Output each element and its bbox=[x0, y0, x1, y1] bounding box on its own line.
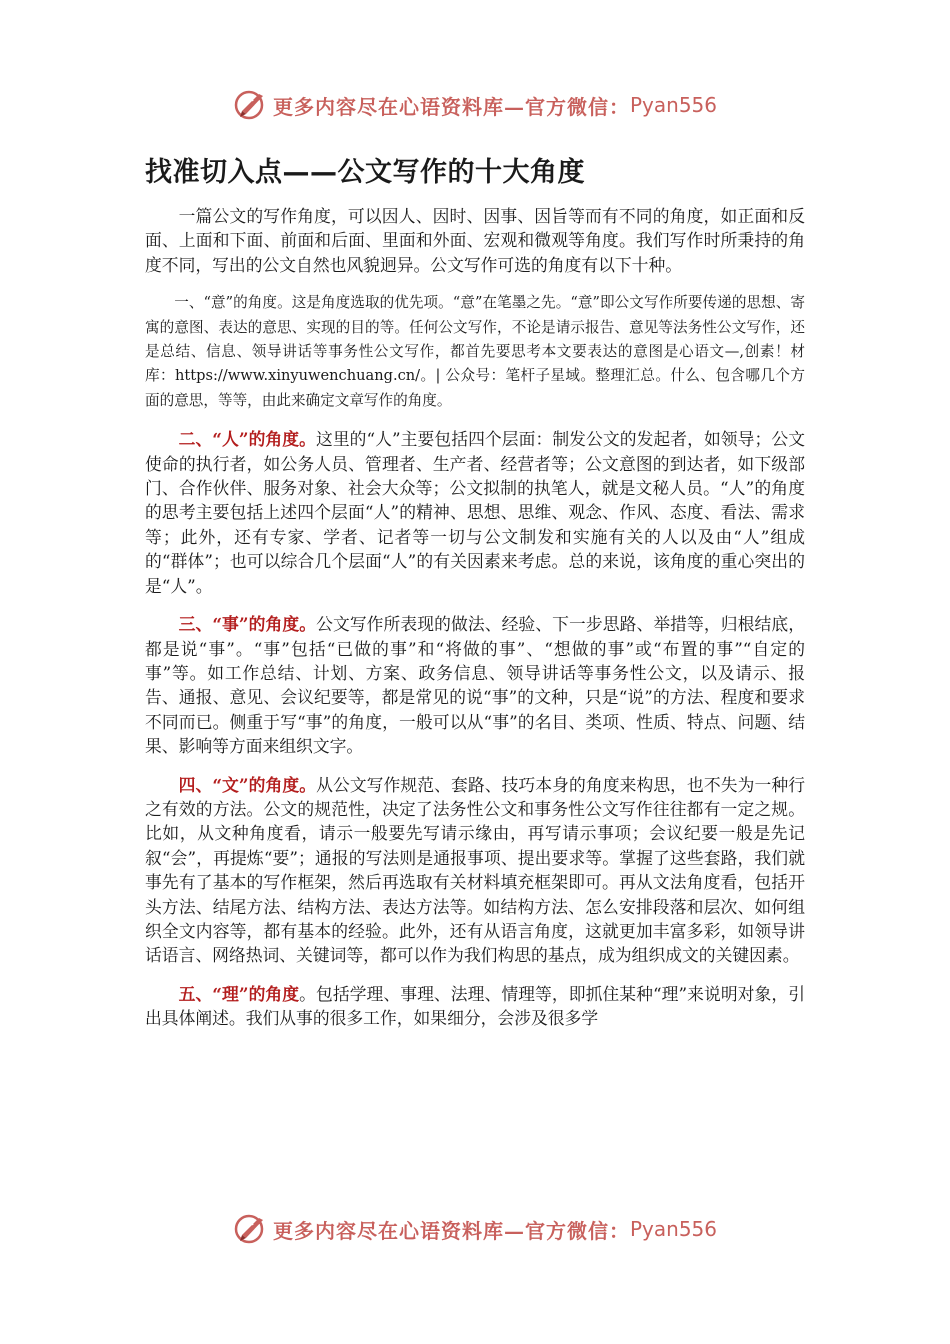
paragraph-5-heading: 五、“理”的角度 bbox=[178, 983, 300, 1004]
paragraph-2-body: 这里的“人”主要包括四个层面：制发公文的发起者，如领导；公文使命的执行者，如公务人员、管理者、生产者、经营者等；公文意图的到达者，如下级部门、合作伙伴、服务对象、社会大众等；公文拟制的执笔人，就是文秘人员。“人”的角度的思考主要包括上述四个层面“人”的精神、思想、思维、观念、作风、态度、看法、需求等；此外，还有专家、学者、记者等一切与公文制发和实施有关的人以及由“人”组成的“群体”；也可以综合几个层面“人”的有关因素来考虑。总的来说，该角度的重心突出的是“人”。 bbox=[145, 429, 805, 596]
paragraph-3 bbox=[145, 612, 805, 758]
paragraph-3-heading: 三、“事”的角度。 bbox=[178, 614, 317, 635]
banner-text: 更多内容尽在心语资料库—官方微信： bbox=[272, 94, 630, 119]
intro-paragraph: 一篇公文的写作角度，可以因人、因时、因事、因旨等而有不同的角度，如正面和反面、上面和下面、前面和后面、里面和外面、宏观和微观等角度。我们写作时所秉持的角度不同，写出的公文自然也风貌迥异。公文写作可选的角度有以下十种。 bbox=[145, 206, 805, 275]
article-body bbox=[145, 204, 805, 1045]
paragraph-5-body: 。包括学理、事理、法理、情理等，即抓住某种“理”来说明对象，引出具体阐述。我们从事的很多工作，如果细分，会涉及很多学 bbox=[145, 983, 805, 1029]
paragraph-5 bbox=[145, 982, 805, 1031]
paragraph-4-body: 从公文写作规范、套路、技巧本身的角度来构思，也不失为一种行之有效的方法。公文的规范性，决定了法务性公文和事务性公文写作往往都有一定之规。比如，从文种角度看，请示一般要先写请示缘由，再写请示事项；会议纪要一般是先记叙“会”，再提炼“要”；通报的写法则是通报事项、提出要求等。掌握了这些套路，我们就事先有了基本的写作框架，然后再选取有关材料填充框架即可。再从文法角度看，包括开头方法、结尾方法、结构方法、表达方法等。如结构方法、怎么安排段落和层次、如何组织全文内容等，都有基本的经验。此外，还有从语言角度，这就更加丰富多彩，如领导讲话语言、网络热词、关键词等，都可以作为我们构思的基点，成为组织成文的关键因素。 bbox=[145, 774, 805, 966]
banner-text: 更多内容尽在心语资料库—官方微信： bbox=[272, 1218, 630, 1243]
paragraph-2 bbox=[145, 427, 805, 598]
banner-wechat-id: Pyan556 bbox=[629, 93, 717, 117]
paragraph-2-heading: 二、“人”的角度。 bbox=[178, 429, 316, 450]
pen-logo-icon bbox=[233, 87, 269, 123]
pen-logo-icon bbox=[233, 1211, 269, 1247]
footer-banner bbox=[0, 1204, 950, 1254]
paragraph-4 bbox=[145, 773, 805, 968]
page-title: 找准切入点——公文写作的十大角度 bbox=[145, 157, 585, 188]
paragraph-3-body: 公文写作所表现的做法、经验、下一步思路、举措等，归根结底，都是说“事”。“事”包括“已做的事”和“将做的事”、“想做的事”或“布置的事”“自定的事”等。如工作总结、计划、方案、政务信息、领导讲话等事务性公文，以及请示、报告、通报、意见、会议纪要等，都是常见的说“事”的文种，只是“说”的方法、程度和要求不同而已。侧重于写“事”的角度，一般可以从“事”的名目、类项、性质、特点、问题、结果、影响等方面来组织文字。 bbox=[145, 614, 805, 757]
banner-wechat-id: Pyan556 bbox=[629, 1217, 717, 1241]
paragraph-4-heading: 四、“文”的角度。 bbox=[178, 774, 317, 795]
header-banner bbox=[0, 80, 950, 130]
paragraph-1: 一、“意”的角度。这是角度选取的优先项。“意”在笔墨之先。“意”即公文写作所要传递的思想、寄寓的意图、表达的意思、实现的目的等。任何公文写作，不论是请示报告、意见等法务性公文写作，还是总结、信息、领导讲话等事务性公文写作，都首先要思考本文要表达的意图是心语文—,创素！材库：https://www.xinyuwenchuang.cn/。| 公众号：笔杆子星域。整理汇总。什么、包含哪几个方面的意思，等等，由此来确定文章写作的角度。 bbox=[145, 294, 805, 409]
